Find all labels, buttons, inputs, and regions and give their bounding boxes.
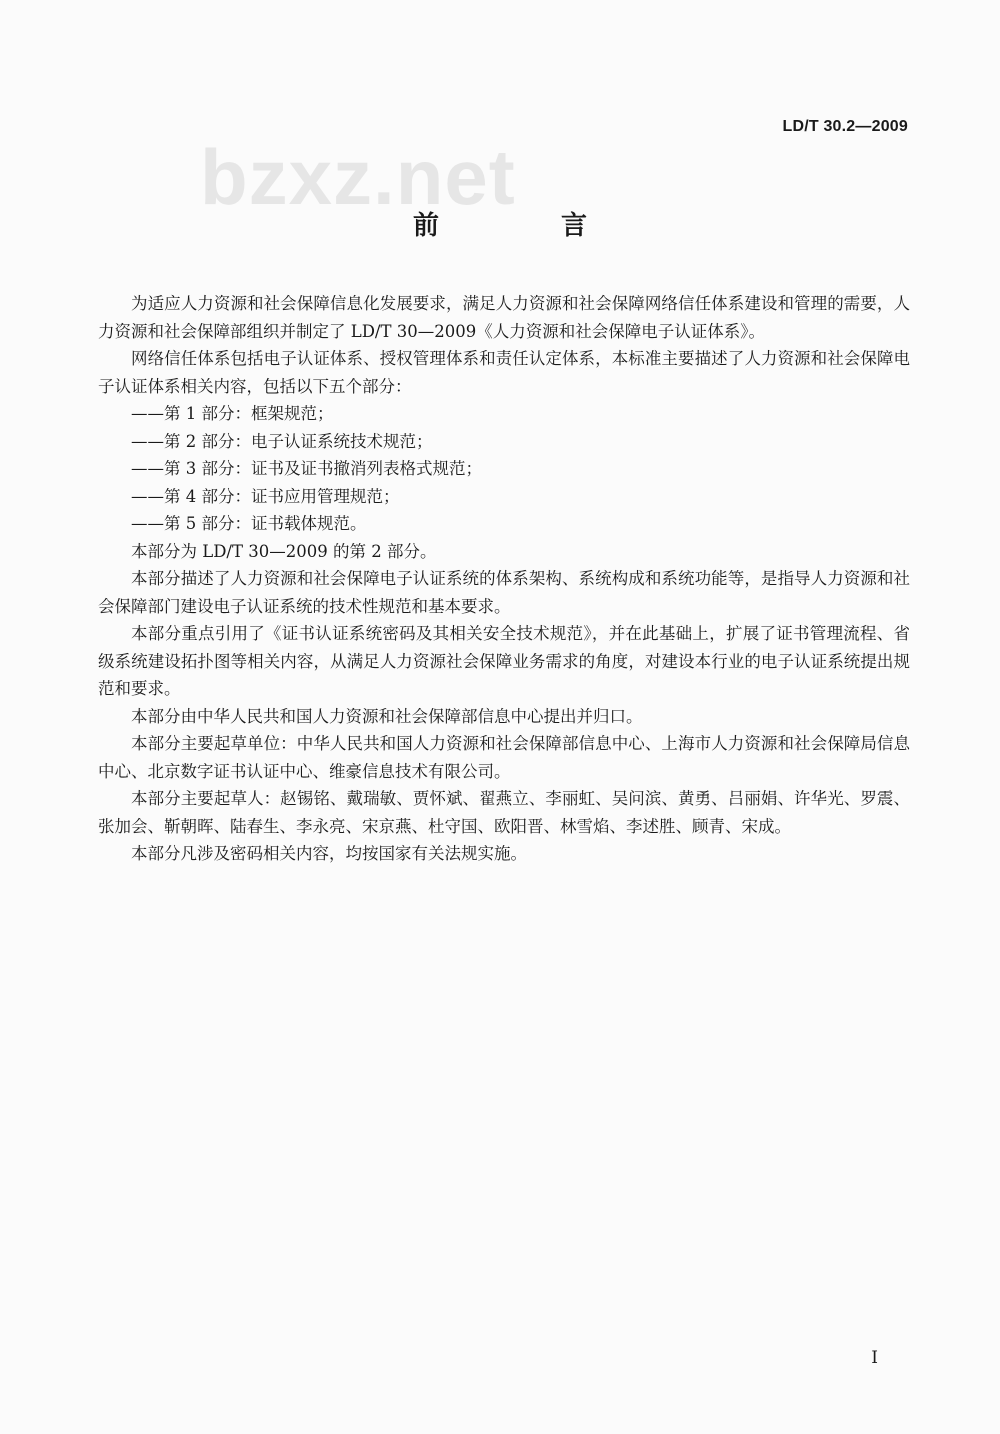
page-number: I [871,1348,878,1368]
paragraph-part-statement: 本部分为 LD/T 30—2009 的第 2 部分。 [131,541,437,561]
standard-code: LD/T 30.2—2009 [782,118,908,135]
list-item-part-5: ——第 5 部分：证书载体规范。 [131,514,367,533]
paragraph-crypto-note: 本部分凡涉及密码相关内容，均按国家有关法规实施。 [131,844,527,863]
page-title: 前 言 [412,211,635,241]
foreword-body [98,290,910,868]
list-item-part-3: ——第 3 部分：证书及证书撤消列表格式规范； [131,459,482,478]
list-item-part-2: ——第 2 部分：电子认证系统技术规范； [131,431,433,451]
list-item-part-1: ——第 1 部分：框架规范； [131,404,334,423]
paragraph-drafters: 本部分主要起草人：赵锡铭、戴瑞敏、贾怀斌、翟燕立、李丽虹、吴问滨、黄勇、吕丽娟、许华光、罗震、张加会、靳朝晖、陆春生、李永亮、宋京燕、杜守国、欧阳晋、林雪焰、李述胜、顾青、宋成。 [98,789,910,836]
paragraph-purpose: 为适应人力资源和社会保障信息化发展要求，满足人力资源和社会保障网络信任体系建设和管理的需要，人力资源和社会保障部组织并制定了 LD/T 30—2009《人力资源和社会保障电子认证体系》。 [98,294,910,341]
paragraph-references: 本部分重点引用了《证书认证系统密码及其相关安全技术规范》，并在此基础上，扩展了证书管理流程、省级系统建设拓扑图等相关内容，从满足人力资源社会保障业务需求的角度，对建设本行业的电子认证系统提出规范和要求。 [98,624,910,698]
watermark: bzxz.net [200,133,516,221]
list-item-part-4: ——第 4 部分：证书应用管理规范； [131,486,400,506]
paragraph-proposer: 本部分由中华人民共和国人力资源和社会保障部信息中心提出并归口。 [131,706,643,726]
paragraph-trust-system: 网络信任体系包括电子认证体系、授权管理体系和责任认定体系，本标准主要描述了人力资源和社会保障电子认证体系相关内容，包括以下五个部分： [98,349,910,396]
paragraph-description: 本部分描述了人力资源和社会保障电子认证系统的体系架构、系统构成和系统功能等，是指导人力资源和社会保障部门建设电子认证系统的技术性规范和基本要求。 [98,569,910,616]
paragraph-drafting-units: 本部分主要起草单位：中华人民共和国人力资源和社会保障部信息中心、上海市人力资源和社会保障局信息中心、北京数字证书认证中心、维豪信息技术有限公司。 [98,734,910,781]
